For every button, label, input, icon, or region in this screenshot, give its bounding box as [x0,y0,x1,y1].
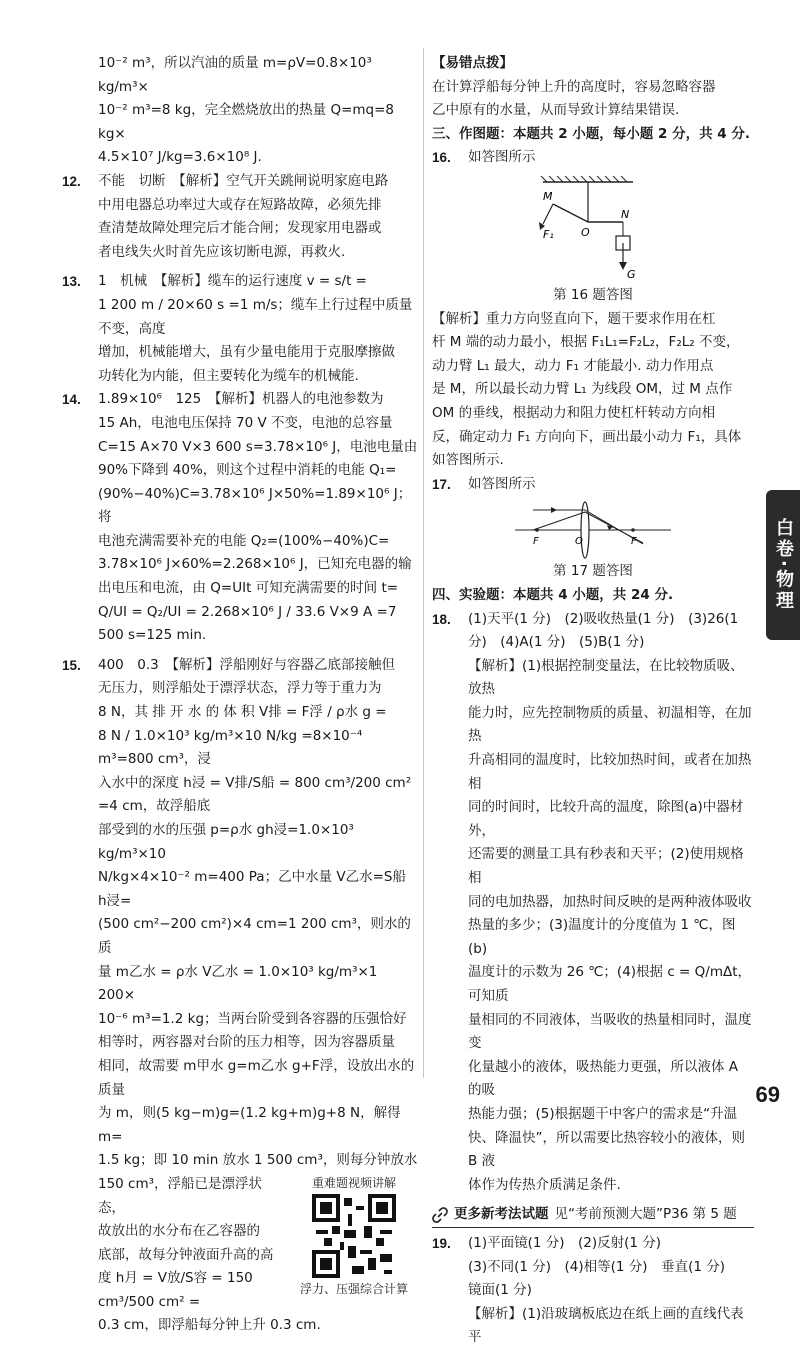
text-line: 在计算浮船每分钟上升的高度时，容易忽略容器 [432,78,716,95]
text-line: 增加，机械能增大，虽有少量电能用于克服摩擦做 [98,344,395,361]
label-m: M [543,189,553,203]
section-heading-experiment: 四、实验题：本题共 4 小题，共 24 分. [432,586,674,603]
text-line: 10⁻² m³=8 kg，完全燃烧放出的热量 Q=mq=8 kg× [98,102,394,142]
text-line: 400 0.3 【解析】浮船刚好与容器乙底部接触但 [98,656,395,673]
text-line: 温度计的示数为 26 ℃；(4)根据 c = Q/mΔt，可知质 [468,964,752,1004]
text-line: 故放出的水分布在乙容器的 [98,1223,260,1240]
label-f-left: F [533,536,539,548]
right-column [432,52,754,1350]
text-line: 镜面(1 分) [468,1282,532,1299]
text-line: 相同，故需要 m甲水 g=m乙水 g+F浮，设放出水的质量 [98,1057,415,1098]
link-icon [432,1207,448,1223]
text-line: 查清楚故障处理完后才能合闸；发现家用电器或 [98,220,382,237]
text-line: 体作为传热介质满足条件. [468,1176,621,1193]
text-line: 是 M，所以最长动力臂 L₁ 为线段 OM，过 M 点作 [432,381,733,398]
answer-item-13 [62,270,418,388]
item-number: 13. [62,274,81,290]
text-line: Q/UI = Q₂/UI = 2.268×10⁶ J / 33.6 V×9 A =7 500 s=125 min. [98,603,397,644]
label-f-right: F [631,536,637,548]
text-line: 电池充满需要补充的电能 Q₂=(100%−40%)C= [98,532,390,549]
text-line: 如答图所示. [432,452,504,469]
text-line: 反，确定动力 F₁ 方向向下，画出最小动力 F₁，具体 [432,428,742,445]
figure-17-caption: 第 17 题答图 [553,563,633,580]
text-line: 杆 M 端的动力最小，根据 F₁L₁=F₂L₂，F₂L₂ 不变， [432,334,740,351]
text-line: 10⁻² m³，所以汽油的质量 m=ρV=0.8×10³ kg/m³× [98,55,372,95]
answer-item-18 [432,608,754,1198]
answer-item-16 [432,146,754,170]
text-line: 量相同的不同液体，当吸收的热量相同时，温度变 [468,1011,752,1052]
text-line: 部受到的水的压强 p=ρ水 gh浸=1.0×10³ kg/m³×10 [98,822,354,862]
text-line: 【解析】(1)沿玻璃板底边在纸上画的直线代表平 [468,1305,744,1346]
text-line: 还需要的测量工具有秒表和天平；(2)使用规格相 [468,846,744,887]
text-line: 升高相同的温度时，比较加热时间，或者在加热相 [468,752,752,792]
label-g: G [627,267,636,281]
text-line: 【解析】(1)根据控制变量法，在比较物质吸、放热 [468,657,744,698]
text-line: 4.5×10⁷ J/kg=3.6×10⁸ J. [98,149,262,166]
text-line: 入水中的深度 h浸 = V排/S船 = 800 cm³/200 cm² =4 cm，故浮船底 [98,774,412,815]
text-line: 如答图所示 [468,149,536,166]
text-line: 1 200 m / 20×60 s =1 m/s；缆车上行过程中质量不变，高度 [98,296,413,337]
text-line: 8 N / 1.0×10³ kg/m³×10 N/kg =8×10⁻⁴ m³=800 cm³，浸 [98,727,363,768]
subject-side-tab: 白卷·物理 [766,490,800,640]
text-line: 度 h月 = V放/S容 = 150 cm³/500 cm² = [98,1270,253,1310]
tip-title: 【易错点拨】 [432,55,513,71]
text-line: N/kg×4×10⁻² m=400 Pa；乙中水量 V乙水=S船 h浸= [98,869,406,909]
text-line: 8 N，其 排 开 水 的 体 积 V排 = F浮 / ρ水 g = [98,704,387,721]
page-number: 69 [755,1082,780,1107]
text-line: (90%−40%)C=3.78×10⁶ J×50%=1.89×10⁶ J；将 [98,485,412,526]
answer-item-15 [62,654,418,1338]
text-line: 动力臂 L₁ 最大，动力 F₁ 才能最小. 动力作用点 [432,357,714,374]
more-text: 见“考前预测大题”P36 第 5 题 [554,1206,737,1223]
left-column [62,52,418,1338]
text-line: 如答图所示 [468,475,536,492]
text-line: 1.5 kg；即 10 min 放水 1 500 cm³，则每分钟放水 [98,1152,418,1169]
lens-diagram [513,500,673,560]
text-line: 能力时，应先控制物质的质量、初温相等，在加热 [468,704,752,745]
text-line: 同的电加热器，加热时间反映的是两种液体吸收 [468,893,752,910]
text-line: (500 cm²−200 cm²)×4 cm=1 200 cm³，则水的质 [98,916,411,956]
label-n: N [621,207,630,221]
item-number: 18. [432,611,451,627]
text-line: 【解析】重力方向竖直向下，题干要求作用在杠 [432,310,716,327]
text-line: 底部，故每分钟液面升高的高 [98,1246,274,1263]
item-number: 15. [62,657,81,673]
text-line: 15 Ah，电池电压保持 70 V 不变，电池的总容量 [98,414,393,431]
text-line: 快、降温快”，所以需要比热容较小的液体，则 B 液 [468,1129,745,1170]
text-line: 乙中原有的水量，从而导致计算结果错误. [432,102,680,119]
text-line: 热能力强；(5)根据题干中客户的需求是“升温 [468,1105,738,1122]
text-line: 无压力，则浮船处于漂浮状态，浮力等于重力为 [98,680,382,697]
text-line: 不能 切断 【解析】空气开关跳闸说明家庭电路 [98,172,389,189]
item-number: 12. [62,173,81,189]
answer-item-19 [432,1232,754,1350]
text-line: 0.3 cm，即浮船每分钟上升 0.3 cm. [98,1317,321,1334]
label-o: O [575,536,583,548]
text-line: 10⁻⁶ m³=1.2 kg；当两台阶受到各容器的压强恰好 [98,1010,407,1027]
text-line: (3)不同(1 分) (4)相等(1 分) 垂直(1 分) [468,1258,725,1275]
text-line: 1 机械 【解析】缆车的运行速度 v = s/t = [98,273,367,290]
qr-caption: 浮力、压强综合计算 [299,1281,408,1296]
text-line: 为 m，则(5 kg−m)g=(1.2 kg+m)g+8 N，解得 m= [98,1105,401,1145]
figure-16-caption: 第 16 题答图 [553,286,633,303]
text-line: (1)平面镜(1 分) (2)反射(1 分) [468,1234,662,1251]
answer-item-14 [62,388,418,648]
text-line: 化量越小的液体，吸热能力更强，所以液体 A 的吸 [468,1058,739,1099]
item-number: 16. [432,150,451,166]
more-label: 更多新考法试题 [454,1206,549,1223]
label-o: O [581,225,590,239]
video-qr-box[interactable] [290,1175,418,1297]
text-line: 量 m乙水 = ρ水 V乙水 = 1.0×10³ kg/m³×1 200× [98,963,378,1004]
text-line: 相等时，两容器对台阶的压力相等，因为容器质量 [98,1034,395,1051]
text-line: 90%下降到 40%，则这个过程中消耗的电能 Q₁= [98,462,397,479]
item-number: 17. [432,476,451,492]
text-line: 中用电器总功率过大或存在短路故障，必须先排 [98,196,382,213]
lever-diagram [523,174,663,284]
column-divider [423,48,424,1078]
text-line: 同的时间时，比较升高的温度，除图(a)中器材外， [468,799,744,839]
text-line: 功转化为内能，但主要转化为缆车的机械能. [98,367,359,384]
text-line: 3.78×10⁶ J×60%=2.268×10⁶ J，已知充电器的输 [98,556,412,573]
text-line: 分) (4)A(1 分) (5)B(1 分) [468,634,645,651]
text-line: 者电线失火时首先应该切断电源，再救火. [98,243,346,260]
section-heading-drawing: 三、作图题：本题共 2 小题，每小题 2 分，共 4 分. [432,125,751,142]
qr-title: 重难题视频讲解 [311,1175,396,1190]
qr-code-icon[interactable] [312,1194,396,1278]
text-line: C=15 A×70 V×3 600 s=3.78×10⁶ J，电池电量由 [98,438,418,455]
text-line: OM 的垂线，根据动力和阻力使杠杆转动方向相 [432,404,716,421]
label-f1: F₁ [543,227,554,241]
item-number: 14. [62,392,81,408]
text-line: (1)天平(1 分) (2)吸收热量(1 分) (3)26(1 [468,610,739,627]
text-line: 1.89×10⁶ 125 【解析】机器人的电池参数为 [98,391,384,408]
more-questions-banner[interactable] [432,1203,754,1228]
answer-item-12 [62,170,418,264]
item-number: 19. [432,1235,451,1251]
text-line: 热量的多少；(3)温度计的分度值为 1 ℃，图(b) [468,917,736,957]
text-line: 出电压和电流，由 Q=UIt 可知充满需要的时间 t= [98,580,399,597]
answer-item-17 [432,473,754,497]
text-line: 150 cm³，浮船已是漂浮状态， [98,1175,263,1216]
